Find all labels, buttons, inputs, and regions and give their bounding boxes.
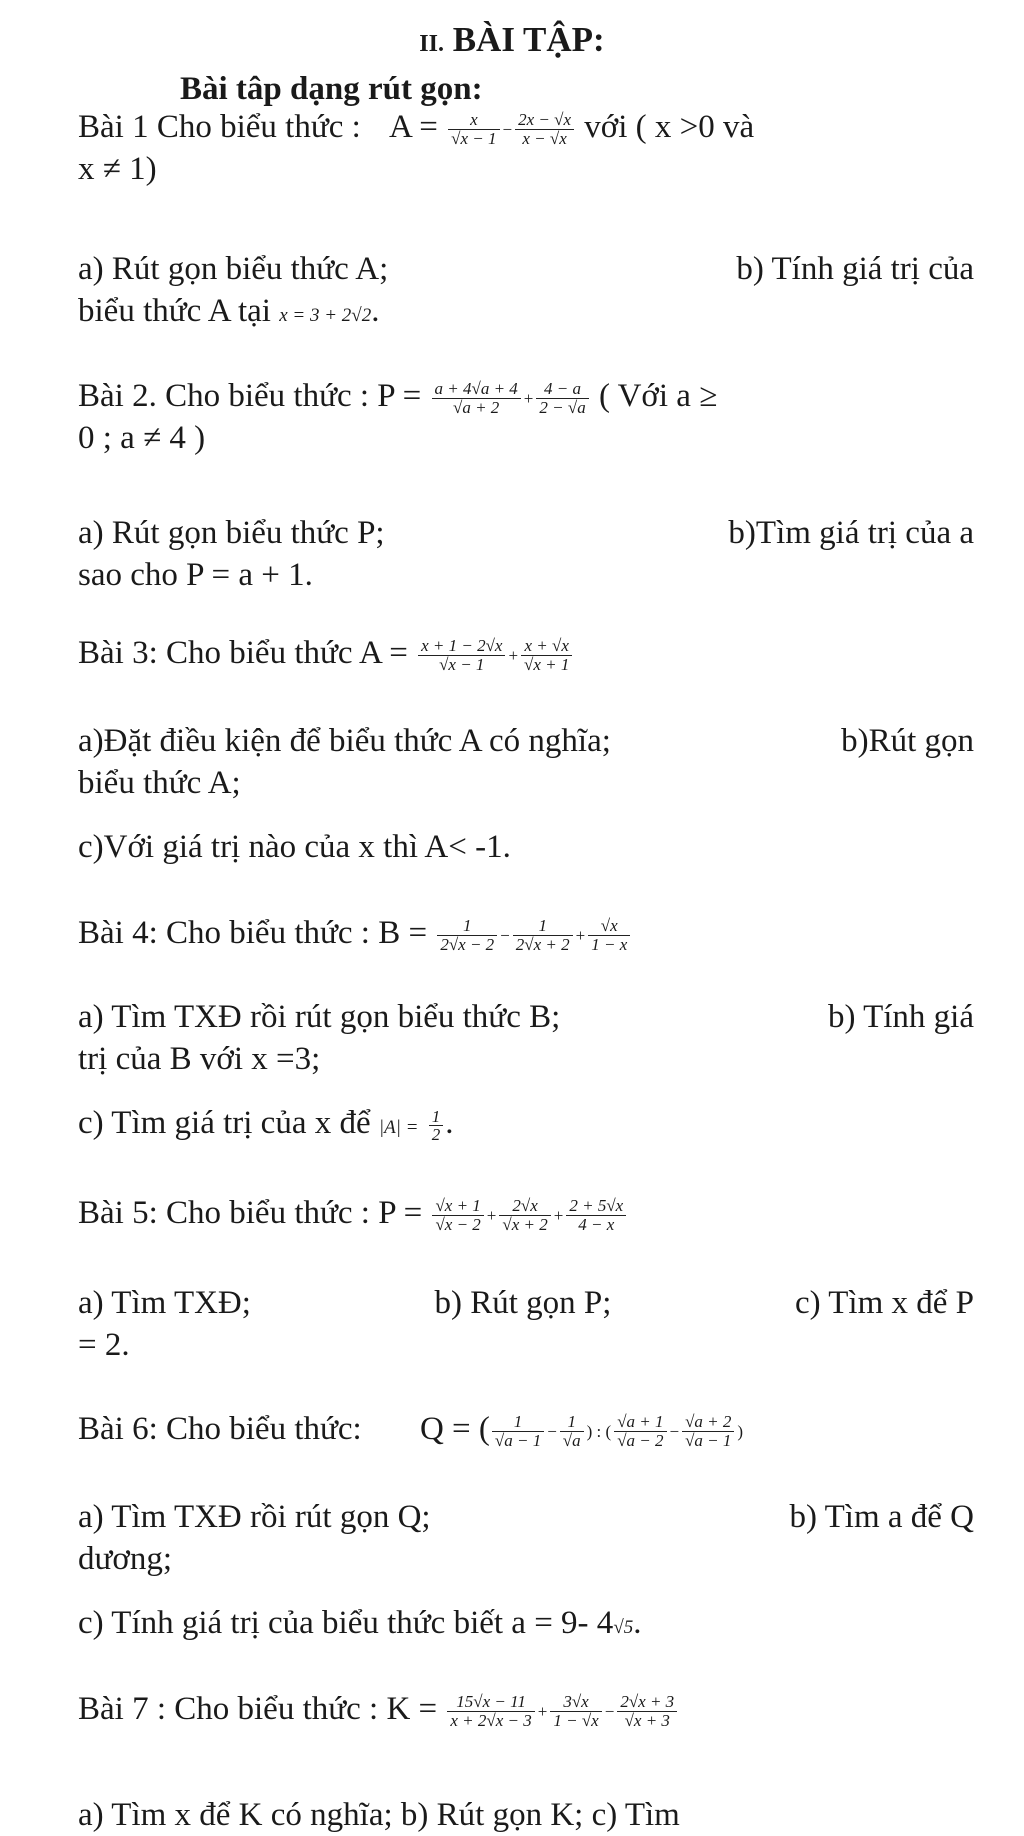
exercise-2: Bài 2. Cho biểu thức : P = $\frac{a + 4√a + 4}{√a + 2}$ + $\frac{4 - a}{2 - √a}$ ( Với a ≥ 0 ; a ≠ 4 ) (78, 375, 974, 459)
part-b: b) Tính giá (827, 999, 974, 1035)
fraction: $\frac{2 + 5√x}{4 - x}$ (566, 1197, 626, 1234)
fraction: $\frac{3√x}{1 - √x}$ (550, 1693, 601, 1730)
exercise-3: Bài 3: Cho biểu thức A = $\frac{x + 1 - 2√x}{√x - 1}$ + $\frac{x + √x}{√x + 1}$ (78, 632, 974, 674)
exercise-6-parts: a) Tìm TXĐ rồi rút gọn Q; b) Tìm a để Q dương; c) Tính giá trị của biểu thức biết a = 9- 4√5. (78, 1496, 974, 1645)
part-c-cont: = 2. (78, 1327, 130, 1364)
part-b: b) Tìm a để Q (789, 1499, 974, 1535)
exercise-5: Bài 5: Cho biểu thức : P = $\frac{√x + 1}{√x - 2}$ + $\frac{2√x}{√x + 2}$ + $\frac{2 + 5√x}{4 - x}$ (78, 1192, 974, 1234)
fraction: $\frac{√x + 1}{√x - 2}$ (432, 1197, 483, 1234)
exercise-7-parts-cut: a) Tìm x để K có nghĩa; b) Rút gọn K; c) Tìm (78, 1797, 680, 1833)
fraction: $\frac{4 - a}{2 - √a}$ (536, 380, 588, 417)
part-a: a)Đặt điều kiện để biểu thức A có nghĩa; (78, 723, 611, 759)
fraction: $\frac{2x - √x}{x - √x}$ (515, 111, 574, 148)
fraction: $\frac{a + 4√a + 4}{√a + 2}$ (432, 380, 521, 417)
fraction: $\frac{x + √x}{√x + 1}$ (521, 637, 572, 674)
fraction: $\frac{x + 1 - 2√x}{√x - 1}$ (418, 637, 505, 674)
section-title: BÀI TẬP: (452, 20, 605, 59)
expr-label: A = (389, 109, 438, 145)
exercise-4-lead: Bài 4: Cho biểu thức : B = (78, 915, 428, 951)
condition: ( Với a ≥ (598, 378, 718, 414)
sqrt5: √5 (613, 1617, 634, 1639)
exercise-4: Bài 4: Cho biểu thức : B = $\frac{1}{2√x - 2}$ − $\frac{1}{2√x + 2}$ + $\frac{√x}{1 - x}$ (78, 912, 974, 954)
fraction: $\frac{√a + 2}{√a - 1}$ (682, 1413, 734, 1450)
part-b: b)Rút gọn (841, 723, 974, 759)
exercise-6: Bài 6: Cho biểu thức: Q = ( $\frac{1}{√a - 1}$ − $\frac{1}{√a}$ ) : ( $\frac{√a + 1}{√a - 2}$ − $\frac{√a + 2}{√a - 1}$ ) (78, 1411, 744, 1450)
part-c: c) Tìm giá trị của x để (78, 1105, 371, 1142)
fraction: $\frac{1}{√a - 1}$ (492, 1413, 544, 1450)
fraction: $\frac{x}{√x - 1}$ (448, 111, 499, 148)
part-a: a) Tìm TXĐ rồi rút gọn Q; (78, 1499, 431, 1535)
part-c: c) Tìm x để P (794, 1285, 974, 1321)
part-b-cont: dương; (78, 1541, 173, 1578)
exercise-4-parts: a) Tìm TXĐ rồi rút gọn biểu thức B; b) Tính giá trị của B với x =3; c) Tìm giá trị của x để |A| = $\frac{1}{2}$ . (78, 996, 974, 1145)
condition-cont: x ≠ 1) (78, 151, 157, 188)
exercise-3-parts (78, 720, 974, 869)
fraction: $\frac{1}{2√x + 2}$ (513, 917, 573, 954)
exercise-1-lead: Bài 1 Cho biểu thức : (78, 109, 361, 145)
exercise-1-parts: a) Rút gọn biểu thức A; b) Tính giá trị của biểu thức A tại x = 3 + 2√2. (78, 248, 974, 332)
part-b-cont: biểu thức A; (78, 765, 241, 802)
section-number: II. (419, 31, 444, 57)
expr-label: Q = ( (419, 1411, 490, 1447)
exercise-2-parts (78, 512, 974, 596)
exercise-5-lead: Bài 5: Cho biểu thức : P = (78, 1195, 423, 1231)
part-b: b) Tính giá trị của (736, 251, 974, 287)
part-b: b)Tìm giá trị của a (728, 515, 974, 551)
exercise-3-lead: Bài 3: Cho biểu thức A = (78, 635, 408, 671)
exercise-6-lead: Bài 6: Cho biểu thức: (78, 1411, 362, 1447)
fraction: $\frac{√x}{1 - x}$ (588, 917, 630, 954)
fraction: $\frac{√a + 1}{√a - 2}$ (614, 1413, 666, 1450)
x-value: x = 3 + 2√2 (279, 305, 372, 327)
part-b-cont: trị của B với x =3; (78, 1041, 321, 1078)
fraction: $\frac{1}{2}$ (429, 1108, 444, 1145)
fraction: $\frac{1}{√a}$ (560, 1413, 584, 1450)
fraction: $\frac{2√x}{√x + 2}$ (499, 1197, 550, 1234)
exercise-5-parts (78, 1282, 974, 1366)
part-b-cont: biểu thức A tại (78, 293, 271, 330)
part-a: a) Tìm TXĐ; (78, 1285, 251, 1321)
fraction: $\frac{2√x + 3}{√x + 3}$ (617, 1693, 677, 1730)
exercise-1: Bài 1 Cho biểu thức : A = $\frac{x}{√x - 1}$ − $\frac{2x - √x}{x - √x}$ với ( x >0 và x ≠ 1) (78, 106, 974, 190)
condition: với ( x >0 và (584, 109, 755, 145)
abs-expr: |A| = (378, 1117, 419, 1139)
part-b-cont: sao cho P = a + 1. (78, 557, 313, 594)
exercise-2-lead: Bài 2. Cho biểu thức : P = (78, 378, 422, 414)
part-a: a) Rút gọn biểu thức A; (78, 251, 389, 287)
condition-cont: 0 ; a ≠ 4 ) (78, 420, 206, 457)
exercise-7-lead: Bài 7 : Cho biểu thức : K = (78, 1691, 438, 1727)
part-a: a) Rút gọn biểu thức P; (78, 515, 385, 551)
subtitle: Bài tâp dạng rút gọn: (180, 71, 483, 107)
part-a: a) Tìm TXĐ rồi rút gọn biểu thức B; (78, 999, 561, 1035)
part-b: b) Rút gọn P; (434, 1285, 612, 1321)
fraction: $\frac{15√x - 11}{x + 2√x - 3}$ (447, 1693, 534, 1730)
exercise-7: Bài 7 : Cho biểu thức : K = $\frac{15√x - 11}{x + 2√x - 3}$ + $\frac{3√x}{1 - √x}$ − $\frac{2√x + 3}{√x + 3}$ (78, 1688, 974, 1730)
section-heading (0, 18, 1024, 63)
part-c: c)Với giá trị nào của x thì A< -1. (78, 829, 511, 866)
part-c: c) Tính giá trị của biểu thức biết a = 9- 4 (78, 1605, 614, 1642)
fraction: $\frac{1}{2√x - 2}$ (437, 917, 497, 954)
